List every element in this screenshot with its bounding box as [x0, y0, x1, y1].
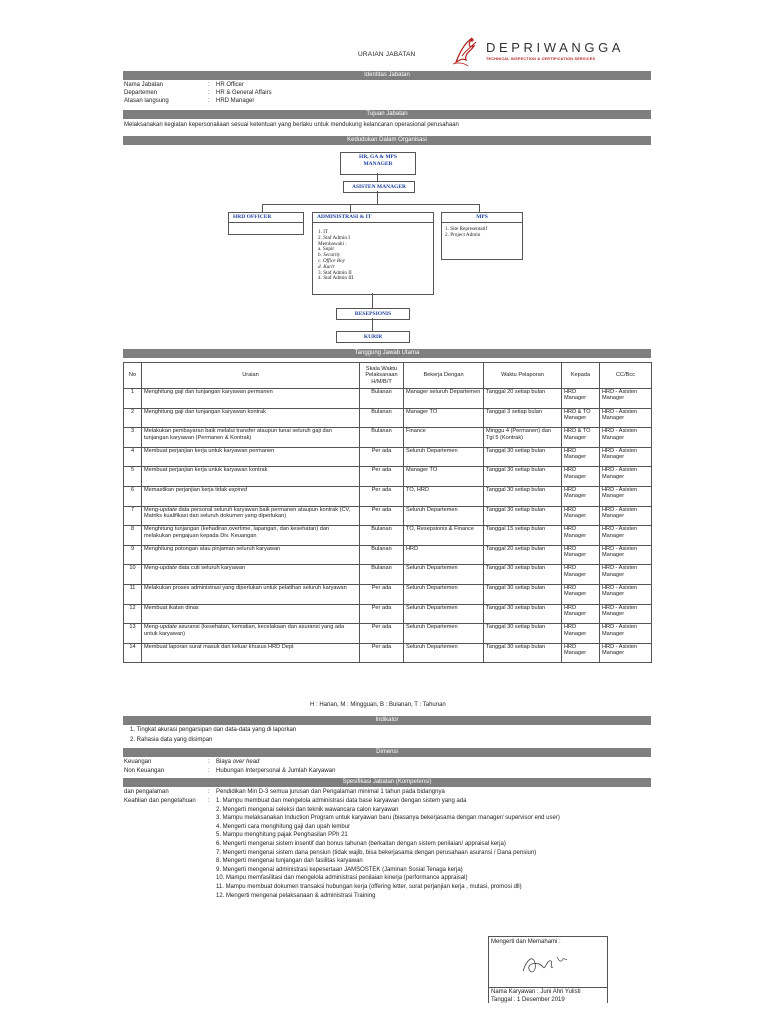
table-row: [124, 526, 652, 546]
org-connector: [350, 204, 351, 212]
scale-legend: H : Harian, M : Mingguan, B : Bulanan, T : Tahunan: [310, 702, 446, 708]
mps-item: 1. Site Representatif: [445, 226, 488, 232]
cell-cc: HRD - Asisten Manager: [600, 526, 652, 546]
cell-time-scale: Bulanan: [360, 428, 404, 448]
org-connector: [377, 173, 378, 181]
identity-value-supervisor: HRD Manager: [216, 98, 255, 104]
cell-time-scale: Per ada: [360, 643, 404, 663]
responsibilities-section-header: Tanggung Jawab Utama: [123, 349, 651, 358]
signature-employee-name: Nama Karyawan : Juni Ahri Yulisti: [491, 989, 581, 995]
cell-no: 8: [124, 526, 142, 546]
org-connector: [377, 191, 378, 204]
admin-it-item: b. Security: [318, 252, 341, 259]
cell-no: 11: [124, 584, 142, 604]
cell-to: HRD Manager: [562, 643, 600, 663]
dimension-colon: :: [208, 759, 210, 765]
identity-value-position: HR Officer: [216, 82, 244, 88]
cell-cc: HRD - Asisten Manager: [600, 506, 652, 526]
dimension-label-nonfinancial: Non Keuangan: [124, 768, 165, 774]
table-header-row: [124, 363, 652, 389]
col-header-time-scale: Skala Waktu Pelaksanaan H/M/B/T: [360, 363, 404, 389]
cell-works-with: Manager TO: [404, 467, 484, 487]
cell-to: HRD & TO Manager: [562, 428, 600, 448]
col-header-cc: CC/Bcc: [600, 363, 652, 389]
identity-section-header: Identitas Jabatan: [123, 71, 651, 80]
cell-time-scale: Per ada: [360, 584, 404, 604]
cell-works-with: TO, HRD: [404, 486, 484, 506]
dimension-section-header: Dimensi: [123, 748, 651, 757]
cell-to: HRD Manager: [562, 545, 600, 565]
org-box-manager: [340, 152, 416, 175]
cell-cc: HRD - Asisten Manager: [600, 408, 652, 428]
cell-description: Meng-update asuransi (kesehatan, kematian, kecelakaan dan asuransi yang ada untuk karyawan): [142, 624, 360, 644]
cell-time-scale: Bulanan: [360, 526, 404, 546]
cell-description: Membuat perjanjian kerja untuk karyawan kontrak: [142, 467, 360, 487]
cell-to: HRD Manager: [562, 526, 600, 546]
cell-description: Memastikan perjanjian kerja tidak expired: [142, 486, 360, 506]
responsibilities-body: [124, 389, 652, 663]
company-logo: [450, 32, 650, 68]
skill-item: 9. Mengerti mengenai administrasi kepesertaan JAMSOSTEK (Jaminan Sosial Tenaga kerja): [216, 866, 463, 873]
identity-label-supervisor: Atasan langsung: [124, 98, 169, 104]
org-box-hrd-officer: HRD OFFICER: [228, 212, 304, 223]
cell-report-time: Tanggal 30 setiap bulan: [484, 584, 562, 604]
cell-cc: HRD - Asisten Manager: [600, 467, 652, 487]
cell-works-with: Seluruh Departemen: [404, 584, 484, 604]
cell-time-scale: Per ada: [360, 447, 404, 467]
skill-item: 10. Mampu memfasilitasi dan mengelola administrasi penilaian kinerja (performance appraisal): [216, 875, 468, 882]
handwritten-signature-icon: [517, 949, 577, 979]
signature-box: [488, 936, 608, 1003]
table-row: [124, 565, 652, 585]
col-header-description: Uraian: [142, 363, 360, 389]
admin-it-item: 2. Staf Admin I: [318, 234, 350, 241]
skill-item: 11. Mampu membuat dokumen transaksi hubungan kerja (offering letter, surat perjanjian kerja , mutasi, promosi dll): [216, 883, 522, 890]
cell-no: 12: [124, 604, 142, 624]
admin-it-item: a. Supir: [318, 246, 335, 253]
table-row: [124, 506, 652, 526]
cell-cc: HRD - Asisten Manager: [600, 545, 652, 565]
cell-cc: HRD - Asisten Manager: [600, 624, 652, 644]
skill-item: 6. Mengerti mengenai sistem insentif dan bonus tahunan (berkaitan dengan sistem penilaian/ appraisal kerja): [216, 840, 506, 847]
cell-description: Melakukan pembayaran baik melalui transfer ataupun tunai seluruh gaji dan tunjangan karyawan (Permanen & Kontrak): [142, 428, 360, 448]
cell-cc: HRD - Asisten Manager: [600, 584, 652, 604]
table-row: [124, 545, 652, 565]
table-row: [124, 643, 652, 663]
col-header-no: No: [124, 363, 142, 389]
cell-description: Meng-update data personal seluruh karyawan baik permanen ataupun kontrak (CV, Matriks kualifikasi dan seluruh dokumen yang diperlukan): [142, 506, 360, 526]
admin-it-item: d. Kurir: [318, 263, 335, 270]
cell-to: HRD Manager: [562, 584, 600, 604]
org-connector: [479, 204, 480, 212]
cell-works-with: Seluruh Departemen: [404, 506, 484, 526]
table-row: [124, 486, 652, 506]
skill-item: 7. Mengerti mengenai sistem dana pensiun (tidak wajib, bisa bekerjasama dengan perusahaan asuransi / Dana pensiun): [216, 849, 537, 856]
skill-item: 3. Mampu melaksanakan Induction Program untuk karyawan baru (biasanya bekerjasama dengan manager/ supervisor end user): [216, 815, 560, 822]
cell-to: HRD Manager: [562, 389, 600, 409]
brand-tagline: TECHNICAL INSPECTION & CERTIFICATION SERVICES: [486, 57, 596, 61]
identity-colon: :: [208, 98, 210, 104]
table-row: [124, 467, 652, 487]
table-row: [124, 584, 652, 604]
cell-report-time: Tanggal 30 setiap bulan: [484, 486, 562, 506]
cell-cc: HRD - Asisten Manager: [600, 565, 652, 585]
cell-report-time: Tanggal 30 setiap bulan: [484, 506, 562, 526]
cell-report-time: Tanggal 15 setiap bulan: [484, 526, 562, 546]
cell-cc: HRD - Asisten Manager: [600, 643, 652, 663]
cell-report-time: Tanggal 30 setiap bulan: [484, 565, 562, 585]
dimension-colon: :: [208, 768, 210, 774]
cell-no: 6: [124, 486, 142, 506]
admin-it-list: [318, 230, 353, 282]
org-connector: [262, 204, 480, 205]
org-box-courier: KURIR: [336, 331, 410, 343]
skills-list: [216, 798, 560, 901]
table-row: [124, 604, 652, 624]
cell-report-time: Tanggal 30 setiap bulan: [484, 643, 562, 663]
cell-description: Menghitung tunjangan (kehadiran,overtime, lapangan, dan kesehatan) dan melakukan pengajuan kepada Div. Keuangan: [142, 526, 360, 546]
cell-description: Meng-update data cuti seluruh karyawan: [142, 565, 360, 585]
org-box-admin-it: ADMINISTRASI & IT: [312, 212, 434, 223]
admin-it-item: c. Office Boy: [318, 257, 345, 264]
cell-report-time: Tanggal 30 setiap bulan: [484, 467, 562, 487]
cell-cc: HRD - Asisten Manager: [600, 428, 652, 448]
cell-works-with: Seluruh Departemen: [404, 447, 484, 467]
skill-item: 8. Mengerti mengenai tunjangan dan fasilitas karyawan: [216, 858, 363, 865]
cell-cc: HRD - Asisten Manager: [600, 604, 652, 624]
org-box-assistant: ASISTEN MANAGER: [343, 181, 415, 193]
cell-description: Membuat laporan surat masuk dan keluar khusus HRD Dept: [142, 643, 360, 663]
phoenix-logo-icon: [450, 32, 482, 68]
cell-time-scale: Per ada: [360, 604, 404, 624]
cell-to: HRD Manager: [562, 565, 600, 585]
cell-no: 4: [124, 447, 142, 467]
cell-description: Menghitung gaji dan tunjangan karyawan permanen: [142, 389, 360, 409]
cell-cc: HRD - Asisten Manager: [600, 486, 652, 506]
cell-time-scale: Per ada: [360, 624, 404, 644]
skill-item: 1. Mampu membuat dan mengelola administrasi data base karyawan dengan sistem yang ada: [216, 798, 467, 804]
cell-no: 7: [124, 506, 142, 526]
cell-time-scale: Per ada: [360, 506, 404, 526]
org-connector: [372, 318, 373, 331]
skill-item: 5. Mampu menghitung pajak Penghasilan PPh 21: [216, 832, 348, 839]
cell-no: 9: [124, 545, 142, 565]
org-manager-label: HR, GA & MPS MANAGER: [359, 154, 397, 167]
skill-item: 4. Mengerti cara menghitung gaji dan upah lembur: [216, 823, 351, 830]
identity-value-department: HR & General Affairs: [216, 90, 272, 96]
dimension-value-nonfinancial: Hubungan Interpersonal & Jumlah Karyawan: [216, 768, 336, 774]
table-row: [124, 408, 652, 428]
cell-to: HRD Manager: [562, 506, 600, 526]
cell-no: 3: [124, 428, 142, 448]
cell-cc: HRD - Asisten Manager: [600, 447, 652, 467]
org-section-header: Kedudukan Dalam Organisasi: [123, 136, 651, 145]
cell-no: 1: [124, 389, 142, 409]
cell-report-time: Tanggal 30 setiap bulan: [484, 447, 562, 467]
indicator-item: 2. Rahasia data yang disimpan: [130, 737, 213, 743]
cell-description: Melakukan proses administrasi yang diperlukan untuk pelatihan seluruh karyawan: [142, 584, 360, 604]
cell-works-with: TO, Resepsionis & Finance: [404, 526, 484, 546]
cell-report-time: Tanggal 20 setiap bulan: [484, 389, 562, 409]
org-connector: [262, 204, 263, 212]
cell-report-time: Tanggal 30 setiap bulan: [484, 604, 562, 624]
indicators-section-header: Indikator: [123, 716, 651, 725]
cell-to: HRD Manager: [562, 624, 600, 644]
dimension-value-financial: [216, 759, 259, 766]
cell-time-scale: Bulanan: [360, 389, 404, 409]
skill-item: 12. Mengerti mengenai pelaksanaan & administrasi Training: [216, 892, 376, 899]
identity-colon: :: [208, 90, 210, 96]
spec-colon: :: [208, 798, 210, 804]
spec-section-header: Spesifikasi Jabatan (Kompetensi): [123, 778, 651, 787]
org-box-hrd-body: [228, 222, 304, 235]
goal-text: Melaksanakan kegiatan kepersonaliaan sesuai ketentuan yang berlaku untuk mendukung kelancaran operasional perusahaan: [124, 122, 459, 128]
admin-it-item: Membawahi :: [318, 240, 347, 247]
cell-description: Membuat perjanjian kerja untuk karyawan permanen: [142, 447, 360, 467]
col-header-report-time: Waktu Pelaporan: [484, 363, 562, 389]
cell-to: HRD Manager: [562, 486, 600, 506]
cell-works-with: Finance: [404, 428, 484, 448]
col-header-to: Kepada: [562, 363, 600, 389]
col-header-works-with: Bekerja Dengan: [404, 363, 484, 389]
cell-time-scale: Per ada: [360, 486, 404, 506]
cell-works-with: Manager TO: [404, 408, 484, 428]
table-row: [124, 389, 652, 409]
cell-description: Menghitung potongan atau pinjaman seluruh karyawan: [142, 545, 360, 565]
cell-works-with: HRD: [404, 545, 484, 565]
cell-works-with: Seluruh Departemen: [404, 604, 484, 624]
org-connector: [372, 293, 373, 308]
admin-it-item: 1. IT: [318, 229, 329, 235]
cell-time-scale: Bulanan: [360, 565, 404, 585]
cell-to: HRD Manager: [562, 467, 600, 487]
cell-time-scale: Bulanan: [360, 408, 404, 428]
cell-works-with: Seluruh Departemen: [404, 624, 484, 644]
cell-works-with: Seluruh Departemen: [404, 643, 484, 663]
cell-report-time: Tanggal 30 setiap bulan: [484, 624, 562, 644]
cell-time-scale: Bulanan: [360, 545, 404, 565]
table-row: [124, 624, 652, 644]
brand-name: DEPRIWANGGA: [486, 40, 625, 55]
goal-section-header: Tujuan Jabatan: [123, 110, 651, 119]
identity-label-position: Nama Jabatan: [124, 82, 164, 88]
cell-works-with: Manager seluruh Departemen: [404, 389, 484, 409]
admin-it-item: 3. Staf Admin II: [318, 269, 352, 276]
signature-divider: [489, 987, 607, 988]
identity-label-department: Departemen: [124, 90, 158, 96]
cell-description: Menghitung gaji dan tunjangan karyawan kontrak: [142, 408, 360, 428]
table-row: [124, 447, 652, 467]
skill-item: 2. Mengerti mengenai seleksi dan teknik wawancara calon karyawan: [216, 806, 399, 813]
spec-value-education: Pendidikan Min D-3 semua jurusan dan Pengalaman minimal 1 tahun pada bidangnya: [216, 789, 445, 795]
responsibilities-table: [123, 362, 652, 663]
cell-report-time: Tanggal 20 setiap bulan: [484, 545, 562, 565]
cell-time-scale: Per ada: [360, 467, 404, 487]
spec-colon: :: [208, 789, 210, 795]
cell-to: HRD Manager: [562, 447, 600, 467]
cell-to: HRD & TO Manager: [562, 408, 600, 428]
cell-to: HRD Manager: [562, 604, 600, 624]
identity-colon: :: [208, 82, 210, 88]
document-title: URAIAN JABATAN: [358, 51, 416, 58]
cell-no: 10: [124, 565, 142, 585]
org-box-reception: RESEPSIONIS: [336, 308, 410, 320]
cell-report-time: Tanggal 3 setiap bulan: [484, 408, 562, 428]
cell-no: 2: [124, 408, 142, 428]
indicator-item: 1. Tingkat akurasi pengarsipan dan data-data yang di laporkan: [130, 727, 297, 733]
dimension-value-text: Biaya over head: [216, 759, 260, 765]
cell-description: Membuat ikatan dinas: [142, 604, 360, 624]
org-box-mps: MPS: [441, 212, 523, 223]
cell-no: 13: [124, 624, 142, 644]
spec-label-skills: Keahlian dan pengetahuan: [124, 798, 196, 804]
cell-cc: HRD - Asisten Manager: [600, 389, 652, 409]
signature-heading: Mengerti dan Memahami :: [491, 939, 561, 945]
mps-item: 2. Project Admin: [445, 231, 481, 238]
cell-no: 5: [124, 467, 142, 487]
mps-list: [445, 227, 487, 239]
admin-it-item: 4. Staf Admin III: [318, 275, 354, 282]
spec-label-education: dan pengalaman: [124, 789, 169, 795]
cell-report-time: Minggu 4 (Permanen) dan Tgl 5 (Kontrak): [484, 428, 562, 448]
dimension-label-financial: Keuangan: [124, 759, 152, 765]
table-row: [124, 428, 652, 448]
signature-date: Tanggal : 1 Desember 2019: [491, 997, 565, 1003]
cell-works-with: Seluruh Departemen: [404, 565, 484, 585]
cell-no: 14: [124, 643, 142, 663]
